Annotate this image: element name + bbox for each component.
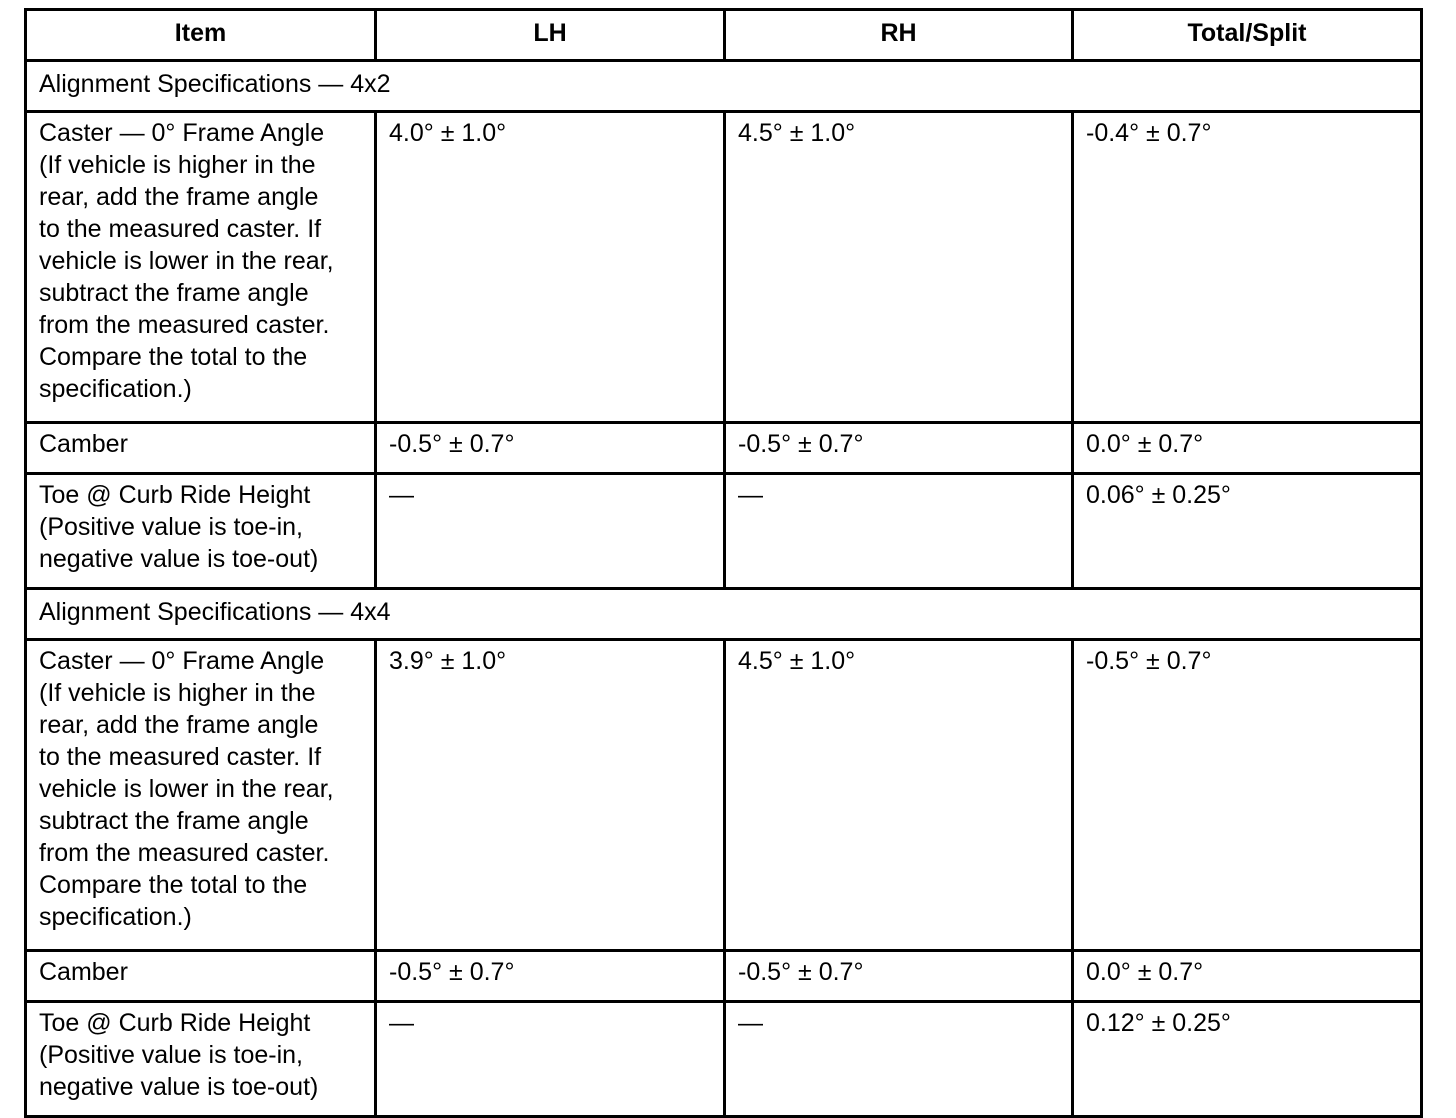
rh-cell: — [725,474,1073,589]
header-total-split: Total/Split [1073,10,1422,61]
rh-cell: -0.5° ± 0.7° [725,951,1073,1002]
item-caster-4x2: Caster — 0° Frame Angle (If vehicle is higher in the rear, add the frame angle to the measured caster. If vehicle is lower in the rear, subtract the frame angle from the measured caster. Compare the total to the specification.) [39,119,334,403]
total-cell: -0.5° ± 0.7° [1073,640,1422,951]
section-header-row [26,589,1422,640]
section-title-4x4: Alignment Specifications — 4x4 [26,589,1422,640]
lh-cell: 3.9° ± 1.0° [376,640,725,951]
item-cell [26,1002,376,1117]
table-row [26,951,1422,1002]
rh-cell: -0.5° ± 0.7° [725,423,1073,474]
total-cell: 0.0° ± 0.7° [1073,423,1422,474]
table-row [26,474,1422,589]
header-item: Item [26,10,376,61]
item-camber-4x4: Camber [39,958,128,986]
lh-cell: 4.0° ± 1.0° [376,112,725,423]
total-cell: 0.0° ± 0.7° [1073,951,1422,1002]
total-cell: 0.06° ± 0.25° [1073,474,1422,589]
header-rh: RH [725,10,1073,61]
item-caster-4x4: Caster — 0° Frame Angle (If vehicle is higher in the rear, add the frame angle to the measured caster. If vehicle is lower in the rear, subtract the frame angle from the measured caster. Compare the total to the specification.) [39,647,334,931]
table-row [26,423,1422,474]
total-cell: 0.12° ± 0.25° [1073,1002,1422,1117]
lh-cell: -0.5° ± 0.7° [376,423,725,474]
rh-cell: — [725,1002,1073,1117]
rh-cell: 4.5° ± 1.0° [725,640,1073,951]
item-cell [26,640,376,951]
table-row [26,640,1422,951]
rh-cell: 4.5° ± 1.0° [725,112,1073,423]
lh-cell: — [376,474,725,589]
item-cell [26,951,376,1002]
table-header-row [26,10,1422,61]
section-header-row [26,61,1422,112]
section-title-4x2: Alignment Specifications — 4x2 [26,61,1422,112]
lh-cell: -0.5° ± 0.7° [376,951,725,1002]
table-row [26,112,1422,423]
item-toe-4x2: Toe @ Curb Ride Height (Positive value is toe-in, negative value is toe-out) [39,481,319,573]
lh-cell: — [376,1002,725,1117]
alignment-spec-table [24,8,1423,1118]
item-cell [26,423,376,474]
item-cell [26,474,376,589]
item-camber-4x2: Camber [39,430,128,458]
header-lh: LH [376,10,725,61]
table-row [26,1002,1422,1117]
total-cell: -0.4° ± 0.7° [1073,112,1422,423]
item-cell [26,112,376,423]
item-toe-4x4: Toe @ Curb Ride Height (Positive value is toe-in, negative value is toe-out) [39,1009,319,1101]
